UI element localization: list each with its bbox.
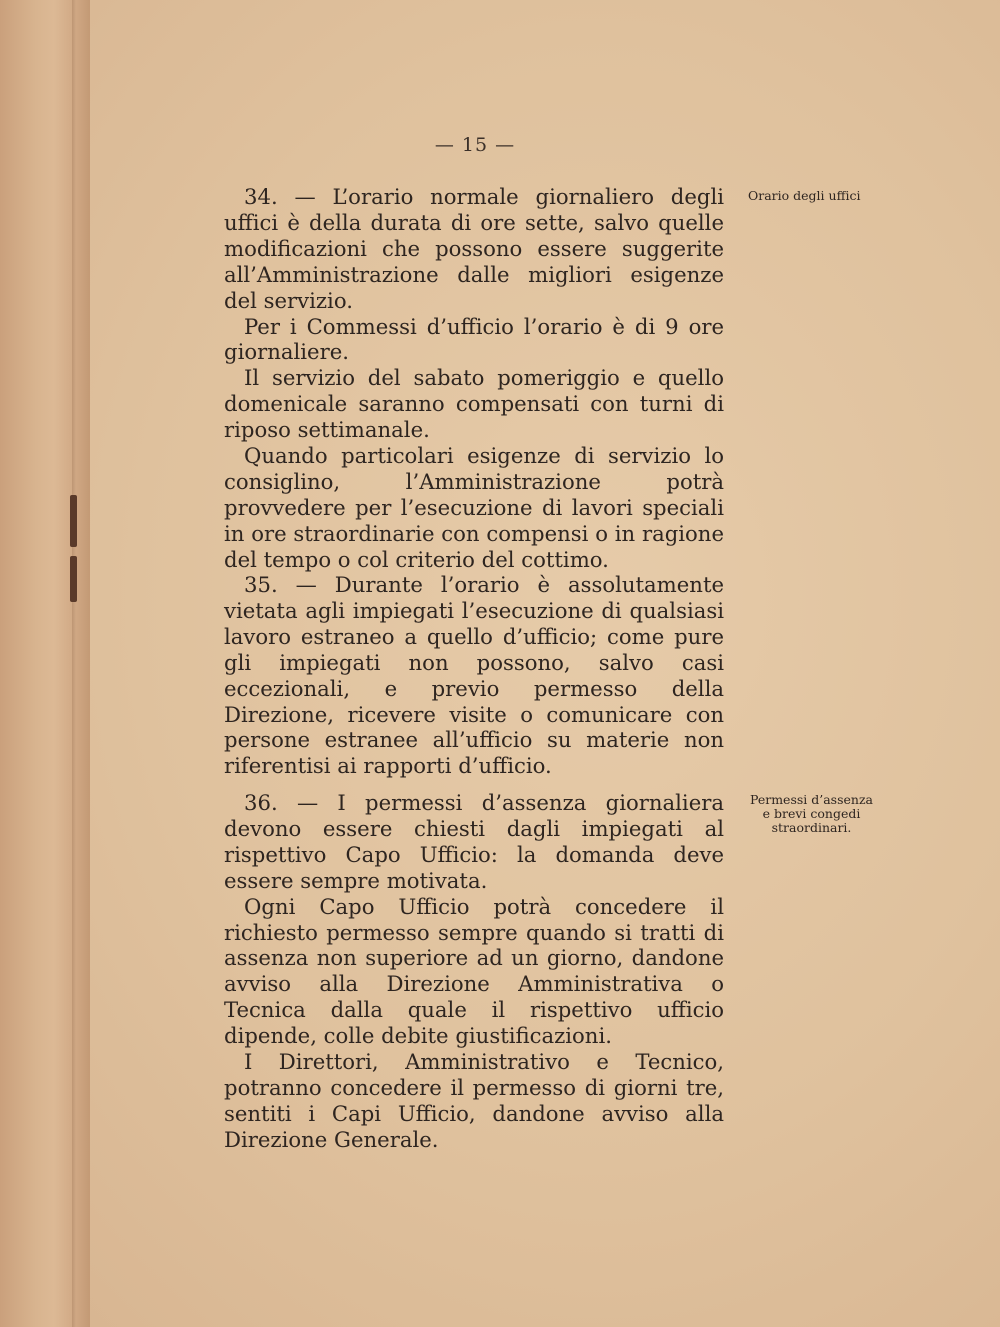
margin-note-34 [748,189,860,203]
article-34-paragraph: 34. — L’orario normale giornaliero degli uffici è della durata di ore sette, salvo quelle modificazioni che possono essere suggerite all’Amministrazione dalle migliori esigenze del servizio. [224,184,724,313]
article-36-paragraph: Ogni Capo Ufficio potrà concedere il richiesto permesso sempre quando si tratti di assenza non superiore ad un giorno, dandone avviso alla Direzione Amministrativa o Tecnica dalla quale il rispettivo ufficio dipende, colle debite giustificazioni. [224,893,724,1049]
article-34-paragraph: Quando particolari esigenze di servizio lo consiglino, l’Amministrazione potrà provvedere per l’esecuzione di lavori speciali in ore straordinarie con compensi o in ragione del tempo o col criterio del cottimo. [224,443,724,572]
page-number: — 15 — [434,134,516,156]
margin-note-line: straordinari. [771,820,852,835]
article-35 [224,572,724,779]
page-fold-shadow [72,0,76,1327]
staple-bottom [70,556,77,602]
margin-note-line: e brevi congedi [762,806,861,821]
article-36-paragraph: I Direttori, Amministrativo e Tecnico, potranno concedere il permesso di giorni tre, sentiti i Capi Ufficio, dandone avviso alla Direzione Generale. [224,1049,724,1152]
margin-note-36 [744,793,879,835]
article-35-paragraph: 35. — Durante l’orario è assolutamente vietata agli impiegati l’esecuzione di qualsiasi lavoro estraneo a quello d’ufficio; come pure gli impiegati non possono, salvo casi eccezionali, e previo permesso della Direzione, ricevere visite o comunicare con persone estranee all’ufficio su materie non riferentisi ai rapporti d’ufficio. [224,572,724,779]
article-34-paragraph: Il servizio del sabato pomeriggio e quello domenicale saranno compensati con turni di riposo settimanale. [224,365,724,443]
article-34-paragraph: Per i Commessi d’ufficio l’orario è di 9 ore giornaliere. [224,313,724,365]
margin-note-line: Orario degli uffici [748,188,861,203]
article-36-paragraph: 36. — I permessi d’assenza giornaliera devono essere chiesti dagli impiegati al rispettivo Capo Ufficio: la domanda deve essere sempre motivata. [224,790,724,893]
binding-gutter [0,0,90,1327]
margin-note-line: Permessi d’assenza [749,792,874,807]
article-36 [224,790,724,1153]
staple-top [70,495,77,547]
article-34 [224,184,724,573]
